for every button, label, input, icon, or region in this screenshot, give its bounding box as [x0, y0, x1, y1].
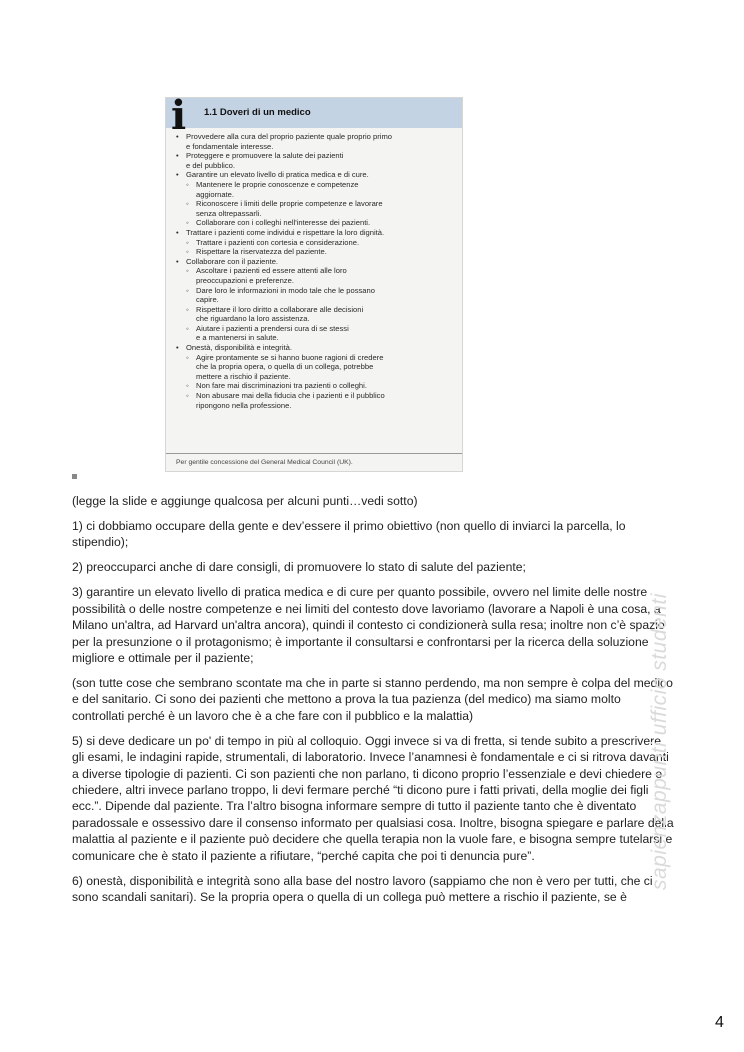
- figure-list-item: ◦ Rispettare il loro diritto a collaborare alle decisioni: [176, 305, 456, 315]
- slide-figure: [165, 97, 463, 472]
- figure-list-item: ◦ Riconoscere i limiti delle proprie competenze e lavorare: [176, 199, 456, 209]
- scan-artifact: [72, 474, 77, 479]
- figure-list-item: aggiornate.: [196, 189, 234, 199]
- figure-list-item: ◦ Dare loro le informazioni in modo tale che le possano: [176, 286, 456, 296]
- figure-list-item: • Onestà, disponibilità e integrità.: [176, 343, 456, 353]
- figure-list-item: e del pubblico.: [186, 160, 235, 170]
- paragraph: 1) ci dobbiamo occupare della gente e dev’essere il primo obiettivo (non quello di inviarci la parcella, lo stipendio);: [72, 519, 626, 550]
- figure-list-item: che la propria opera, o quella di un collega, potrebbe: [196, 362, 374, 372]
- paragraph: 3) garantire un elevato livello di pratica medica e di cure per quanto possibile, ovvero nel limite delle nostre possibilità o delle nostre competenze e nei limiti del contesto dove lavoriamo (lavorare a Napoli è una cosa, a Milano un'altra, ad Harvard un'altra ancora), quindi il contesto ci condizionerà sulla resa; inoltre non c’è spazio per la presunzione o il protagonismo; è importante il consultarsi e confrontarsi per la ricerca della soluzione migliore e ottimale per il paziente;: [72, 585, 665, 666]
- watermark: sapienzappunti ufficio studenti: [648, 593, 671, 890]
- figure-list-item: ◦ Mantenere le proprie conoscenze e competenze: [176, 180, 456, 190]
- paragraph: 2) preoccuparci anche di dare consigli, di promuovere lo stato di salute del paziente;: [72, 560, 526, 575]
- figure-list-item: preoccupazioni e preferenze.: [196, 275, 294, 285]
- figure-list-item: • Trattare i pazienti come individui e rispettare la loro dignità.: [176, 228, 456, 238]
- figure-list-item: ripongono nella professione.: [196, 400, 292, 410]
- info-icon: i: [171, 97, 187, 139]
- figure-list-item: mettere a rischio il paziente.: [196, 371, 291, 381]
- figure-list-item: ◦ Agire prontamente se si hanno buone ragioni di credere: [176, 353, 456, 363]
- figure-list-item: e fondamentale interesse.: [186, 141, 274, 151]
- figure-list-item: • Provvedere alla cura del proprio paziente quale proprio primo: [176, 132, 456, 142]
- body-text: [72, 493, 676, 914]
- figure-list-item: ◦ Trattare i pazienti con cortesia e considerazione.: [176, 238, 456, 248]
- figure-list-item: ◦ Collaborare con i colleghi nell'interesse dei pazienti.: [176, 218, 456, 228]
- figure-list-item: ◦ Aiutare i pazienti a prendersi cura di se stessi: [176, 324, 456, 334]
- paragraph: 5) si deve dedicare un po' di tempo in più al colloquio. Oggi invece si va di fretta, si tende subito a prescrivere gli esami, le indagini rapide, strumentali, di laboratorio. Invece l’anamnesi è fondamentale e ci si ritrova davanti a diverse tipologie di pazienti. Ci son pazienti che non parlano, ti dicono proprio l’essenziale e devi chiedere e chiedere, altri invece parlano troppo, li devi fermare perché “ti dicono pure i fatti privati, della moglie dei figli ecc.”. Dipende dal paziente. Tra l’altro bisogna informare sempre di tutto il paziente tanto che è diventato paradossale e ossessivo dare il consenso informato per qualsiasi cosa. Inoltre, bisogna spiegare e parlare della malattia al paziente e il paziente può decidere che quella terapia non la vuole fare, e bisogna sempre tutelarsi e comunicare che è stato il paziente a rifiutare, “perché capita che poi ti denuncia pure”.: [72, 733, 674, 863]
- page-number: 4: [715, 1014, 724, 1031]
- paragraph: (son tutte cose che sembrano scontate ma che in parte si stanno perdendo, ma non sempre è colpa del medico e del sanitario. Ci sono dei pazienti che mettono a prova la tua pazienza (del medico) ma siamo molto controllati perché è un lavoro che è a che fare con il pubblico e la malattia): [72, 676, 673, 723]
- figure-list-item: ◦ Rispettare la riservatezza del paziente.: [176, 247, 456, 257]
- paragraph: (legge la slide e aggiunge qualcosa per alcuni punti…vedi sotto): [72, 494, 418, 508]
- figure-list-item: senza oltrepassarli.: [196, 208, 262, 218]
- paragraph: 6) onestà, disponibilità e integrità sono alla base del nostro lavoro (sappiamo che non è vero per tutti, che ci sono scandali sanitari). Se la propria opera o quella di un collega può mettere a rischio il paziente, se è: [72, 873, 653, 905]
- figure-list-item: ◦ Non abusare mai della fiducia che i pazienti e il pubblico: [176, 391, 456, 401]
- figure-list-item: • Proteggere e promuovere la salute dei pazienti: [176, 151, 456, 161]
- figure-list-item: • Collaborare con il paziente.: [176, 257, 456, 267]
- figure-list-item: ◦ Ascoltare i pazienti ed essere attenti alle loro: [176, 266, 456, 276]
- figure-list-item: • Garantire un elevato livello di pratica medica e di cure.: [176, 170, 456, 180]
- figure-credit: Per gentile concessione del General Medical Council (UK).: [166, 453, 462, 471]
- figure-list-item: che riguardano la loro assistenza.: [196, 314, 310, 324]
- figure-list-item: e a mantenersi in salute.: [196, 333, 279, 343]
- figure-list-item: ◦ Non fare mai discriminazioni tra pazienti o colleghi.: [176, 381, 456, 391]
- figure-title: 1.1 Doveri di un medico: [204, 107, 311, 118]
- figure-list-item: capire.: [196, 295, 219, 305]
- figure-list: [166, 128, 462, 410]
